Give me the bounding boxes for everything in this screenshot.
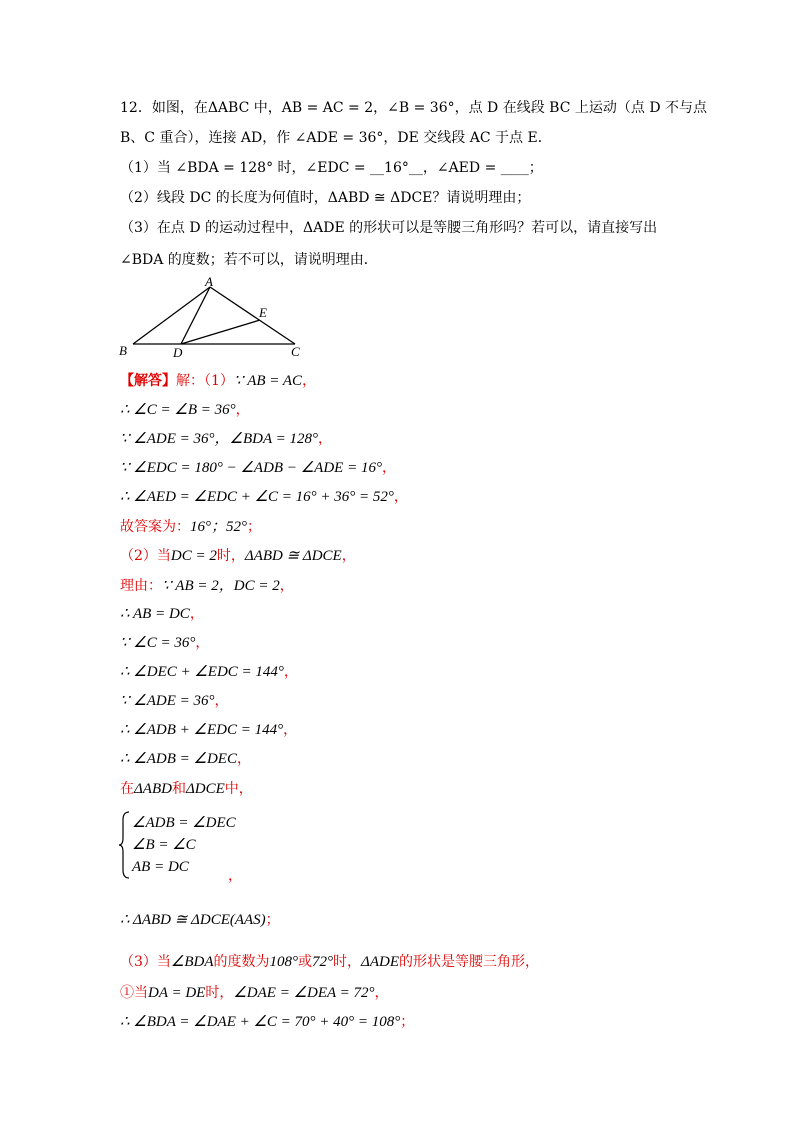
answer-line	[120, 517, 261, 537]
part3-heading	[120, 952, 539, 972]
math: ∴ AB = DC	[120, 606, 190, 622]
punct: ，	[214, 693, 229, 709]
text: 的形状是等腰三角形，	[399, 954, 539, 970]
math: DC = 2	[170, 548, 217, 564]
math: ∠DAE = ∠DEA = 72°	[233, 985, 375, 1001]
punct: ，	[189, 606, 204, 622]
punct: ，	[236, 751, 251, 767]
punct: ，	[279, 578, 294, 594]
solution-step	[120, 691, 229, 711]
reason-line	[120, 576, 294, 596]
text: （3）当	[120, 954, 171, 970]
solution-heading	[120, 371, 316, 391]
math: ∴ ∠ADB = ∠DEC	[120, 751, 237, 767]
math: ∵ ∠ADE = 36°，∠BDA = 128°	[120, 431, 318, 447]
text: 的度数为	[213, 954, 270, 970]
system-eq-3	[132, 857, 189, 877]
math: ∵ ∠EDC = 180° − ∠ADB − ∠ADE = 16°	[120, 460, 382, 476]
in-triangles-line	[120, 779, 253, 799]
conclusion-line	[120, 910, 280, 930]
solution-step	[120, 720, 297, 740]
solution-step	[120, 633, 209, 653]
system-eq-1	[132, 813, 236, 833]
answer-label: 故答案为：	[120, 519, 190, 535]
punct: ，	[283, 664, 298, 680]
case1-line	[120, 983, 389, 1003]
math: AB = DC	[132, 859, 189, 875]
punct: ；	[247, 519, 261, 535]
punct: ；	[265, 912, 280, 928]
punct: ；	[400, 1014, 415, 1030]
math: ∵ AB = 2，DC = 2	[162, 578, 280, 594]
math: ∴ ∠C = ∠B = 36°	[120, 402, 236, 418]
problem-line-2: B、C 重合），连接 AD，作 ∠ADE = 36°，DE 交线段 AC 于点 E．	[120, 130, 552, 146]
solution-step	[120, 604, 204, 624]
punct: ，	[393, 489, 408, 505]
solution-step	[120, 400, 250, 420]
text: ①当	[120, 985, 148, 1001]
answer-tag: 【解答】	[120, 373, 176, 389]
solution-part1-label: 解：（1）	[176, 373, 234, 389]
math: ∵ AB = AC	[233, 373, 303, 389]
system-eq-2	[132, 835, 196, 855]
label-c: C	[291, 344, 300, 359]
math: ∵ ∠ADE = 36°	[120, 693, 215, 709]
math: ∠ADB = ∠DEC	[132, 815, 236, 831]
text: 中，	[224, 781, 253, 797]
math: ΔADE	[361, 954, 399, 970]
solution-step	[120, 458, 396, 478]
punct: ，	[341, 548, 356, 564]
solution-step	[120, 487, 408, 507]
label-e: E	[259, 305, 267, 320]
problem-line-6: ∠BDA 的度数；若不可以，请说明理由．	[120, 252, 378, 268]
problem-line-4: （2）线段 DC 的长度为何值时，ΔABD ≅ ΔDCE？请说明理由；	[120, 190, 531, 206]
solution-step	[120, 662, 298, 682]
problem-line-3: （1）当 ∠BDA = 128° 时，∠EDC = __16°__，∠AED = ____；	[120, 160, 543, 176]
math: ∴ ∠BDA = ∠DAE + ∠C = 70° + 40° = 108°	[120, 1014, 401, 1030]
math: ∴ ∠DEC + ∠EDC = 144°	[120, 664, 284, 680]
solution-step	[120, 749, 251, 769]
label-b: B	[119, 343, 127, 358]
punct: ，	[317, 431, 332, 447]
reason-label: 理由：	[120, 578, 162, 594]
math: ΔABD ≅ ΔDCE	[244, 548, 342, 564]
left-brace-icon	[118, 810, 132, 880]
math: ∵ ∠C = 36°	[120, 635, 196, 651]
system-comma: ，	[228, 868, 242, 884]
punct: ，	[283, 722, 298, 738]
punct: ，	[374, 985, 389, 1001]
math: ∠BDA	[170, 954, 214, 970]
math: 72°	[312, 954, 334, 970]
text: 时，	[216, 548, 245, 564]
punct: ，	[235, 402, 250, 418]
text: 时，	[205, 985, 234, 1001]
text: 时，	[333, 954, 362, 970]
problem-line-1: 12．如图，在ΔABC 中，AB = AC = 2，∠B = 36°，点 D 在线段 BC 上运动（点 D 不与点	[120, 100, 708, 116]
segment-ab	[133, 287, 210, 344]
label-d: D	[173, 345, 183, 360]
math: ∴ ∠ADB + ∠EDC = 144°	[120, 722, 284, 738]
label-a: A	[205, 275, 213, 289]
text: 在	[120, 781, 134, 797]
problem-line-5: （3）在点 D 的运动过程中，ΔADE 的形状可以是等腰三角形吗？若可以，请直接写出	[120, 220, 658, 236]
text: （2）当	[120, 548, 171, 564]
segment-ac	[210, 287, 295, 344]
segment-de	[181, 320, 260, 344]
math: ∴ ∠AED = ∠EDC + ∠C = 16° + 36° = 52°	[120, 489, 394, 505]
part2-heading	[120, 546, 356, 566]
text: 和	[171, 781, 186, 797]
case1-result	[120, 1012, 414, 1032]
math: ΔABD	[134, 781, 172, 797]
math: DA = DE	[148, 985, 206, 1001]
segment-ad	[181, 287, 210, 344]
triangle-figure	[115, 275, 315, 360]
text: 或	[298, 954, 313, 970]
math: 16°；52°	[190, 519, 247, 535]
punct: ，	[381, 460, 396, 476]
solution-step	[120, 429, 332, 449]
punct: ，	[302, 373, 317, 389]
math: 108°	[269, 954, 299, 970]
math: ∴ ΔABD ≅ ΔDCE(AAS)	[120, 912, 266, 928]
math: ∠B = ∠C	[132, 837, 196, 853]
punct: ，	[195, 635, 210, 651]
math: ΔDCE	[185, 781, 225, 797]
